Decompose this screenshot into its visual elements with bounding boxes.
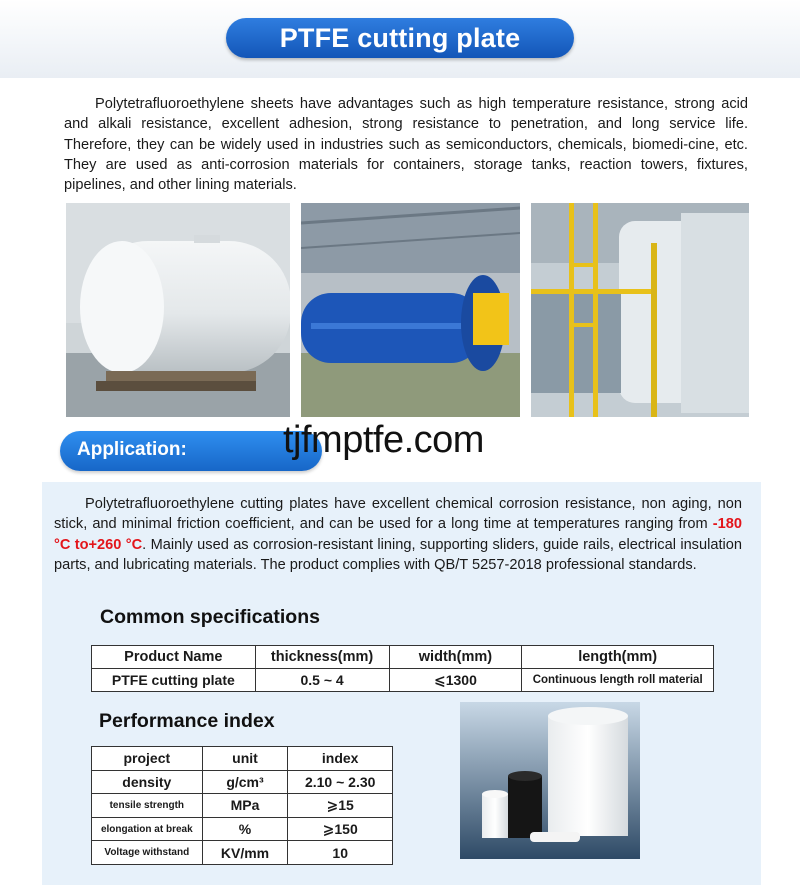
specs-heading: Common specifications: [100, 606, 320, 628]
specs-cell: PTFE cutting plate: [92, 669, 256, 692]
temperature-range: -180 °C to+260 °C: [54, 516, 742, 553]
specs-header-cell: width(mm): [389, 646, 522, 669]
page-title: PTFE cutting plate: [279, 22, 521, 53]
performance-header-row: [92, 747, 393, 771]
performance-row: [92, 841, 393, 865]
photo-blue-vessel: [301, 203, 520, 417]
performance-cell: MPa: [202, 794, 288, 818]
performance-cell: g/cm³: [202, 770, 288, 794]
performance-row: [92, 770, 393, 794]
performance-header-cell: unit: [202, 747, 288, 771]
performance-cell: Voltage withstand: [92, 841, 203, 865]
performance-header-cell: index: [288, 747, 393, 771]
specs-header-row: [92, 646, 714, 669]
performance-cell: 2.10 ~ 2.30: [288, 770, 393, 794]
performance-cell: ⩾150: [288, 817, 393, 841]
performance-cell: elongation at break: [92, 817, 203, 841]
performance-cell: density: [92, 770, 203, 794]
specs-table: [91, 645, 714, 692]
specs-header-cell: length(mm): [522, 646, 714, 669]
application-label: Application:: [77, 439, 187, 460]
performance-cell: tensile strength: [92, 794, 203, 818]
specs-cell: ⩽1300: [389, 669, 522, 692]
title-banner: [226, 18, 574, 58]
performance-cell: KV/mm: [202, 841, 288, 865]
performance-cell: %: [202, 817, 288, 841]
photo-industrial-tanks: [531, 203, 749, 417]
photo-white-tank: [66, 203, 290, 417]
performance-row: [92, 817, 393, 841]
specs-header-cell: thickness(mm): [255, 646, 389, 669]
application-text-1: Polytetrafluoroethylene cutting plates have excellent chemical corrosion resistance, non aging, non stick, and minimal friction coefficient, and can be used for a long time at temperatures ranging from: [54, 496, 742, 533]
watermark: tjfmptfe.com: [283, 419, 484, 461]
intro-paragraph: Polytetrafluoroethylene sheets have advantages such as high temperature resistance, strong acid and alkali resistance, excellent adhesion, strong resistance to penetration, and long service life. Therefore, they can be widely used in industries such as semiconductors, chemicals, biomedi-cine, etc. They are used as anti-corrosion materials for containers, storage tanks, reaction towers, fixtures, pipelines, and other lining materials.: [64, 96, 748, 194]
application-text-2: . Mainly used as corrosion-resistant lining, supporting sliders, guide rails, electrical insulation parts, and lubricating materials. The product complies with QB/T 5257-2018 professional standards.: [54, 536, 742, 573]
performance-cell: ⩾15: [288, 794, 393, 818]
performance-cell: 10: [288, 841, 393, 865]
product-photo: [460, 702, 640, 859]
specs-cell: 0.5 ~ 4: [255, 669, 389, 692]
application-paragraph: [54, 494, 742, 575]
specs-cell: Continuous length roll material: [522, 669, 714, 692]
performance-header-cell: project: [92, 747, 203, 771]
performance-heading: Performance index: [99, 710, 275, 732]
specs-row: [92, 669, 714, 692]
specs-header-cell: Product Name: [92, 646, 256, 669]
performance-table: [91, 746, 393, 865]
performance-row: [92, 794, 393, 818]
